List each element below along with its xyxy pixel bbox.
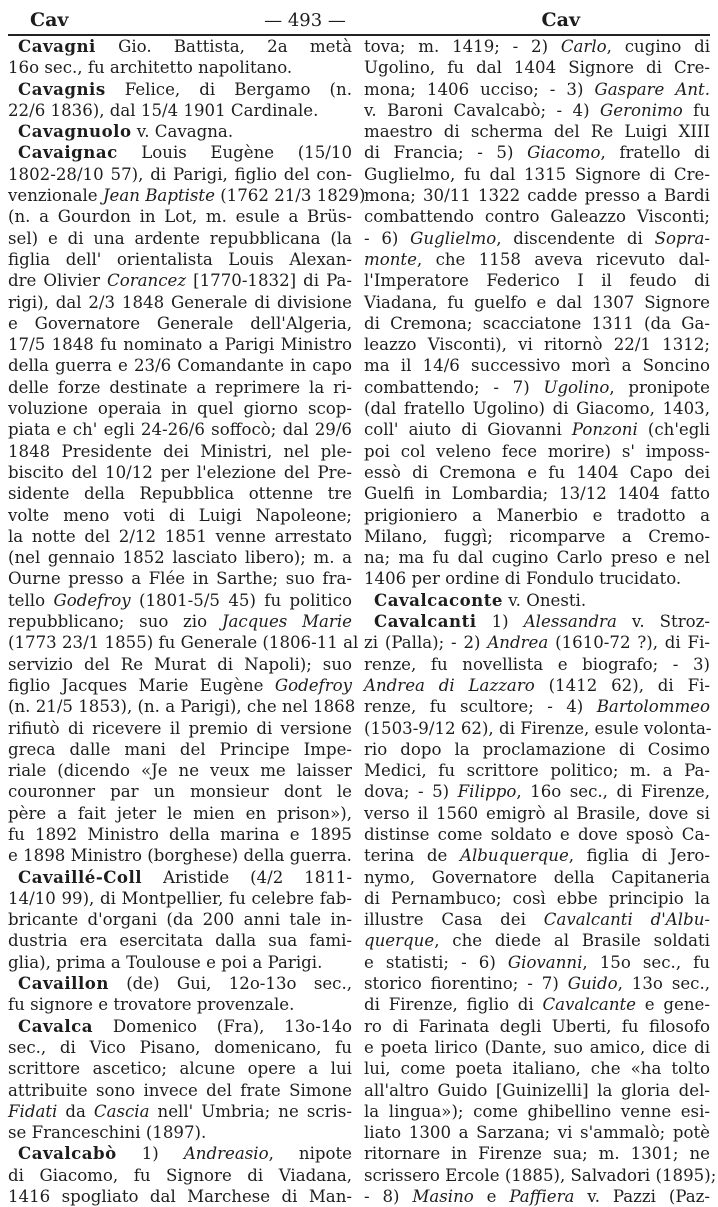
body-text: tello xyxy=(8,590,54,610)
text-line xyxy=(364,398,710,419)
body-text: e gene- xyxy=(636,995,710,1015)
body-text: Milano, fuggì; ricomparve a Cremo- xyxy=(364,526,710,546)
text-line xyxy=(364,803,710,824)
body-text: Medici, fu scrittore politico; m. a Pa- xyxy=(364,761,710,781)
body-text: servizio del Re Murat di Napoli); suo xyxy=(8,654,352,674)
text-line xyxy=(364,1143,710,1164)
text-line xyxy=(364,590,710,611)
text-line xyxy=(8,334,352,355)
text-line xyxy=(364,483,710,504)
italic-name: Godefroy xyxy=(53,590,131,610)
body-text: sidente della Repubblica ottenne tre xyxy=(8,484,352,504)
body-text: lui, come poeta italiano, che «ha tolto xyxy=(364,1059,710,1079)
text-line xyxy=(8,1016,352,1037)
text-line xyxy=(8,781,352,802)
text-line xyxy=(8,1037,352,1058)
body-text: (nel gennaio 1852 lasciato libero); m. a xyxy=(8,548,352,568)
entry-headword: Cavagnuolo xyxy=(18,121,132,142)
body-text: storico fiorentino; - 7) xyxy=(364,974,568,994)
body-text: della guerra e 23/6 Comandante in capo xyxy=(8,356,352,376)
header-right-catchword: Cav xyxy=(541,9,580,31)
body-text: venzionale xyxy=(8,186,103,206)
body-text: fu signore e trovatore provenzale. xyxy=(8,995,295,1015)
text-line xyxy=(364,1016,710,1037)
text-line xyxy=(8,760,352,781)
text-line xyxy=(364,121,710,142)
text-line xyxy=(364,249,710,270)
italic-name: Cavalcante xyxy=(542,995,636,1015)
text-line xyxy=(364,206,710,227)
body-text: e xyxy=(473,1187,510,1207)
text-line xyxy=(364,526,710,547)
body-text: la notte del 2/12 1851 venne arrestato xyxy=(8,526,352,546)
body-text: verso il 1560 emigrò al Brasile, dove si xyxy=(364,803,710,823)
italic-name: Giovanni xyxy=(507,952,583,972)
body-text: v. Stroz- xyxy=(616,612,710,632)
text-line xyxy=(364,164,710,185)
body-text: repubblicano; suo zio xyxy=(8,612,222,632)
text-line xyxy=(364,228,710,249)
text-line xyxy=(364,419,710,440)
body-text: 1) xyxy=(476,612,524,632)
body-text: nymo, Governatore della Capitaneria xyxy=(364,867,710,887)
body-text: v. Pazzi (Paz- xyxy=(574,1187,710,1207)
body-text: ritornare in Firenze sua; m. 1301; ne xyxy=(364,1144,710,1164)
entry-headword: Cavagni xyxy=(18,36,96,56)
body-text: (1503-9/12 62), di Firenze, esule volonta- xyxy=(364,718,712,738)
body-text: 1802-28/10 57), di Parigi, figlio del con- xyxy=(8,164,352,184)
text-line xyxy=(364,568,710,589)
italic-name: Alessandra xyxy=(523,612,617,632)
body-text: Ourne presso a Flée in Sarthe; suo fra- xyxy=(8,569,352,589)
text-line xyxy=(8,313,352,334)
body-text: renze, fu scultore; - 4) xyxy=(364,697,597,717)
text-line xyxy=(364,292,710,313)
text-line xyxy=(8,994,352,1015)
entry-headword: Cavalcabò xyxy=(18,1143,117,1164)
body-text: liato 1300 a Sarzana; vi s'ammalò; potè xyxy=(364,1123,710,1143)
body-text: , 13o sec., xyxy=(617,974,710,994)
entry-headword: Cavaillé-Coll xyxy=(18,866,143,887)
text-line xyxy=(364,1080,710,1101)
italic-name: Masino xyxy=(412,1187,474,1207)
body-text: poi col veleno fece morire) s' imposs- xyxy=(364,441,710,461)
text-line xyxy=(364,867,710,888)
body-text: dova; - 5) xyxy=(364,782,458,802)
body-text: attribuite sono invece del frate Simone xyxy=(8,1080,352,1100)
body-text: Aristide (4/2 1811- xyxy=(142,867,352,887)
text-line xyxy=(8,867,352,888)
text-line xyxy=(364,739,710,760)
page-number: — 493 — xyxy=(264,9,346,31)
text-line xyxy=(364,313,710,334)
italic-name: Albuquerque xyxy=(459,846,569,866)
text-line xyxy=(8,824,352,845)
body-text: mona; 30/11 1322 cadde presso a Bardi xyxy=(364,186,710,206)
body-text: (dal fratello Ugolino) di Giacomo, 1403, xyxy=(364,399,710,419)
right-column xyxy=(364,36,717,1207)
text-line xyxy=(364,611,710,632)
italic-name: Andrea di Lazzaro xyxy=(364,675,535,695)
body-text: , che diede al Brasile soldati xyxy=(434,931,710,951)
italic-name: Filippo xyxy=(457,782,517,802)
body-text: 14/10 99), di Montpellier, fu celebre fab- xyxy=(8,888,352,908)
body-text: rigi), dal 2/3 1848 Generale di divisione xyxy=(8,292,352,312)
body-text: fu xyxy=(682,100,711,120)
italic-name: Cascia xyxy=(93,1101,150,1121)
body-text: père a fait jeter le mien en prison»), xyxy=(8,803,352,823)
body-text: la lingua»); come ghibellino venne esi- xyxy=(364,1101,710,1121)
body-text: , che 1158 aveva ricevuto dal- xyxy=(416,249,710,269)
text-line xyxy=(364,845,710,866)
body-text: , fratello di xyxy=(600,143,710,163)
text-line xyxy=(364,994,710,1015)
entry-headword: Cavaignac xyxy=(18,142,118,163)
text-line xyxy=(8,483,352,504)
body-text: , 16o sec., di Firenze, xyxy=(516,782,711,802)
body-text: Ugolino, fu dal 1404 Signore di Cre- xyxy=(364,58,710,78)
text-line xyxy=(8,142,352,163)
body-text: illustre Casa dei xyxy=(364,910,544,930)
italic-name: Gaspare Ant. xyxy=(594,79,710,99)
italic-name: Corancez xyxy=(107,271,187,291)
body-text: Domenico (Fra), 13o-14o xyxy=(93,1016,352,1036)
text-line xyxy=(8,611,352,632)
body-text: rio dopo la proclamazione di Cosimo xyxy=(364,739,710,759)
text-line xyxy=(364,973,710,994)
text-line xyxy=(8,547,352,568)
body-text: voluzione operaia in quel giorno scop- xyxy=(8,399,352,419)
body-text: leazzo Visconti), vi ritornò 22/1 1312; xyxy=(364,335,710,355)
text-line xyxy=(364,441,710,462)
body-text: Viadana, fu guelfo e dal 1307 Signore xyxy=(364,292,710,312)
text-line xyxy=(8,398,352,419)
body-text: figlio Jacques Marie Eugène xyxy=(8,675,275,695)
body-text: (n. a Gourdon in Lot, m. esule a Brüs- xyxy=(8,207,352,227)
body-text: ma il 14/6 successivo morì a Soncino xyxy=(364,356,710,376)
text-line xyxy=(8,718,352,739)
text-line xyxy=(364,1101,710,1122)
body-text: essò di Cremona e fu 1404 Capo dei xyxy=(364,462,710,482)
body-text: tova; m. 1419; - 2) xyxy=(364,37,561,56)
body-text: (de) Gui, 12o-13o sec., xyxy=(108,974,352,994)
text-line xyxy=(8,696,356,717)
text-line xyxy=(8,1058,352,1079)
text-line xyxy=(8,1080,352,1101)
text-line xyxy=(364,696,710,717)
body-text: l'Imperatore Federico I il feudo di xyxy=(364,271,710,291)
body-text: , discendente di xyxy=(496,228,655,248)
body-text: figlia dell' orientalista Louis Alexan- xyxy=(8,249,352,269)
body-text: [1770-1832] di Pa- xyxy=(186,271,352,291)
body-text: coll' aiuto di Giovanni xyxy=(364,420,572,440)
body-text: Guglielmo, fu dal 1315 Signore di Cre- xyxy=(364,164,710,184)
text-line xyxy=(8,419,352,440)
body-text: , pronipote xyxy=(609,377,710,397)
body-text: 1416 spogliato dal Marchese di Man- xyxy=(8,1187,352,1207)
text-line xyxy=(8,228,352,249)
body-text: renze, fu novellista e biografo; - 3) xyxy=(364,654,710,674)
body-text: delle forze destinate a reprimere la ri- xyxy=(8,377,352,397)
body-text: e statisti; - 6) xyxy=(364,952,508,972)
text-line xyxy=(8,206,352,227)
body-text: volte meno voti di Luigi Napoleone; xyxy=(8,505,352,525)
entry-headword: Cavalca xyxy=(18,1015,94,1036)
italic-name: Jacques Marie xyxy=(221,612,352,632)
body-text: , figlia di Jero- xyxy=(568,846,710,866)
text-columns xyxy=(8,36,717,1207)
italic-name: querque xyxy=(364,931,435,951)
italic-name: Jean Baptiste xyxy=(102,186,215,206)
text-line xyxy=(8,270,352,291)
body-text: ro di Farinata degli Uberti, fu filosofo xyxy=(364,1016,710,1036)
body-text: combattendo contro Galeazzo Visconti; xyxy=(364,207,710,227)
text-line xyxy=(364,355,710,376)
text-line xyxy=(364,1058,710,1079)
text-line xyxy=(364,909,710,930)
body-text: e 1898 Ministro (borghese) della guerra. xyxy=(8,846,352,866)
text-line xyxy=(8,1186,352,1207)
text-line xyxy=(8,1122,352,1143)
body-text: fu 1892 Ministro della marina e 1895 xyxy=(8,824,352,844)
text-line xyxy=(364,888,710,909)
text-line xyxy=(8,973,352,994)
text-line xyxy=(8,675,352,696)
body-text: v. Baroni Cavalcabò; - 4) xyxy=(364,100,601,120)
text-line xyxy=(8,79,352,100)
italic-name: Cavalcanti d'Albu- xyxy=(543,910,710,930)
text-line xyxy=(364,547,710,568)
text-line xyxy=(8,590,352,611)
body-text: 17/5 1848 fu nominato a Parigi Ministro xyxy=(8,335,352,355)
body-text: se Franceschini (1897). xyxy=(8,1123,207,1143)
body-text: 1406 per ordine di Fondulo trucidato. xyxy=(364,569,682,589)
body-text: v. Cavagna. xyxy=(131,122,234,142)
text-line xyxy=(364,1037,710,1058)
text-line xyxy=(364,760,710,781)
text-line xyxy=(8,292,352,313)
text-line xyxy=(8,568,352,589)
italic-name: Fidati xyxy=(8,1101,58,1121)
body-text: 1848 Presidente dei Ministri, nel ple- xyxy=(8,441,352,461)
header-left-catchword: Cav xyxy=(30,9,69,31)
text-line xyxy=(364,79,710,100)
italic-name: Ponzoni xyxy=(571,420,638,440)
left-column xyxy=(8,36,366,1207)
text-line xyxy=(8,803,352,824)
body-text: na; ma fu dal cugino Carlo preso e nel xyxy=(364,548,710,568)
body-text: di Firenze, figlio di xyxy=(364,995,543,1015)
body-text: di Cremona; scacciatone 1311 (da Ga- xyxy=(364,313,710,333)
italic-name: Ugolino xyxy=(543,377,610,397)
body-text: prigioniero a Manerbio e tradotto a xyxy=(364,505,710,525)
body-text: di Francia; - 5) xyxy=(364,143,528,163)
body-text: dre Olivier xyxy=(8,271,108,291)
body-text: 22/6 1836), dal 15/4 1901 Cardinale. xyxy=(8,100,319,120)
body-text: (n. 21/5 1853), (n. a Parigi), che nel 1868 xyxy=(8,697,356,717)
text-line xyxy=(364,1122,710,1143)
text-line xyxy=(8,1101,352,1122)
text-line xyxy=(8,909,352,930)
italic-name: Godefroy xyxy=(274,675,352,695)
body-text: Guelfi in Lombardia; 13/12 1404 fatto xyxy=(364,484,710,504)
body-text: scrittore ascetico; alcune opere a lui xyxy=(8,1059,352,1079)
text-line xyxy=(364,100,710,121)
italic-name: Geronimo xyxy=(600,100,683,120)
body-text: scrissero Ercole (1885), Salvadori (1895); xyxy=(364,1165,717,1185)
body-text: (1610-72 ?), di Fi- xyxy=(548,633,710,653)
body-text: - 6) xyxy=(364,228,411,248)
entry-headword: Cavaillon xyxy=(18,973,109,994)
body-text: biscito del 10/12 per l'elezione del Pre- xyxy=(8,462,352,482)
body-text: distinse come soldato e dove sposò Ca- xyxy=(364,824,710,844)
body-text: piata e ch' egli 24-26/6 soffocò; dal 29/6 xyxy=(8,420,352,440)
text-line xyxy=(364,377,710,398)
text-line xyxy=(364,142,710,163)
running-header xyxy=(8,6,710,34)
text-line xyxy=(8,100,352,121)
text-line xyxy=(8,930,352,951)
text-line xyxy=(8,441,352,462)
body-text: v. Onesti. xyxy=(502,590,587,610)
text-line xyxy=(8,845,352,866)
text-line xyxy=(364,1165,717,1186)
italic-name: Carlo xyxy=(560,37,607,56)
text-line xyxy=(364,36,710,57)
body-text: da xyxy=(57,1101,94,1121)
text-line xyxy=(8,355,352,376)
body-text: rifiutò di ricevere il premio di versione xyxy=(8,718,352,738)
text-line xyxy=(8,739,352,760)
body-text: , nipote xyxy=(268,1144,352,1164)
body-text: , 15o sec., fu xyxy=(582,952,710,972)
text-line xyxy=(8,505,352,526)
body-text: sec., di Vico Pisano, domenicano, fu xyxy=(8,1037,352,1057)
body-text: - 8) xyxy=(364,1187,413,1207)
italic-name: Paffiera xyxy=(509,1187,575,1207)
text-line xyxy=(8,1143,352,1164)
text-line xyxy=(364,675,710,696)
body-text: Louis Eugène (15/10 xyxy=(117,143,352,163)
text-line xyxy=(364,824,710,845)
body-text: glia), prima a Toulouse e poi a Parigi. xyxy=(8,952,323,972)
text-line xyxy=(364,334,710,355)
body-text: couronner par un monsieur dont le xyxy=(8,782,352,802)
body-text: nell' Umbria; ne scris- xyxy=(149,1101,352,1121)
text-line xyxy=(8,377,352,398)
text-line xyxy=(8,654,352,675)
text-line xyxy=(364,718,710,739)
italic-name: Guglielmo xyxy=(410,228,497,248)
text-line xyxy=(364,1186,710,1207)
italic-name: monte xyxy=(364,249,417,269)
text-line xyxy=(364,505,710,526)
italic-name: Guido xyxy=(567,974,618,994)
italic-name: Sopra- xyxy=(654,228,710,248)
body-text: combattendo; - 7) xyxy=(364,377,544,397)
italic-name: Giacomo xyxy=(527,143,601,163)
body-text: (1412 62), di Fi- xyxy=(534,675,710,695)
entry-headword: Cavagnis xyxy=(18,78,106,99)
body-text: (1773 23/1 1855) fu Generale (1806-11 al xyxy=(8,633,359,653)
entry-headword: Cavalcaconte xyxy=(374,589,503,610)
text-line xyxy=(8,952,352,973)
body-text: riale (dicendo «Je ne veux me laisser xyxy=(8,761,352,781)
text-line xyxy=(8,121,352,142)
text-line xyxy=(364,57,710,78)
body-text: Gio. Battista, 2a metà xyxy=(95,37,352,56)
body-text: dustria era esercitata dalla sua fami- xyxy=(8,931,352,951)
body-text: di Pernambuco; così ebbe principio la xyxy=(364,888,710,908)
text-line xyxy=(364,781,710,802)
body-text: e Governatore Generale dell'Algeria, xyxy=(8,313,352,333)
body-text: di Giacomo, fu Signore di Viadana, xyxy=(8,1165,352,1185)
italic-name: Andreasio xyxy=(183,1144,269,1164)
body-text: bricante d'organi (da 200 anni tale in- xyxy=(8,910,352,930)
body-text: Felice, di Bergamo (n. xyxy=(105,79,352,99)
body-text: zi (Palla); - 2) xyxy=(364,633,488,653)
body-text: (1801-5/5 45) fu politico xyxy=(130,590,352,610)
body-text: maestro di scherma del Re Luigi XIII xyxy=(364,122,710,142)
text-line xyxy=(8,36,352,57)
body-text: terina de xyxy=(364,846,460,866)
body-text: greca dalle mani del Principe Impe- xyxy=(8,739,352,759)
text-line xyxy=(8,57,352,78)
body-text: sel) e di una ardente repubblicana (la xyxy=(8,228,352,248)
text-line xyxy=(364,270,710,291)
italic-name: Bartolommeo xyxy=(596,697,710,717)
text-line xyxy=(8,462,352,483)
body-text: , cugino di xyxy=(606,37,711,56)
body-text: 1) xyxy=(116,1144,184,1164)
body-text: e poeta lirico (Dante, suo amico, dice di xyxy=(364,1037,710,1057)
body-text: mona; 1406 ucciso; - 3) xyxy=(364,79,595,99)
text-line xyxy=(8,185,366,206)
text-line xyxy=(8,249,352,270)
text-line xyxy=(364,654,710,675)
text-line xyxy=(8,526,352,547)
text-line xyxy=(8,888,352,909)
text-line xyxy=(364,930,710,951)
text-line xyxy=(364,632,710,653)
body-text: (ch'egli xyxy=(637,420,710,440)
entry-headword: Cavalcanti xyxy=(374,611,477,632)
text-line xyxy=(364,952,710,973)
text-line xyxy=(364,185,710,206)
text-line xyxy=(364,462,710,483)
italic-name: Andrea xyxy=(487,633,549,653)
text-line xyxy=(8,164,352,185)
body-text: all'altro Guido [Guinizelli] la gloria del- xyxy=(364,1080,710,1100)
text-line xyxy=(8,1165,352,1186)
body-text: 16o sec., fu architetto napolitano. xyxy=(8,58,293,78)
text-line xyxy=(8,632,359,653)
body-text: (1762 21/3 1829) xyxy=(214,186,366,206)
